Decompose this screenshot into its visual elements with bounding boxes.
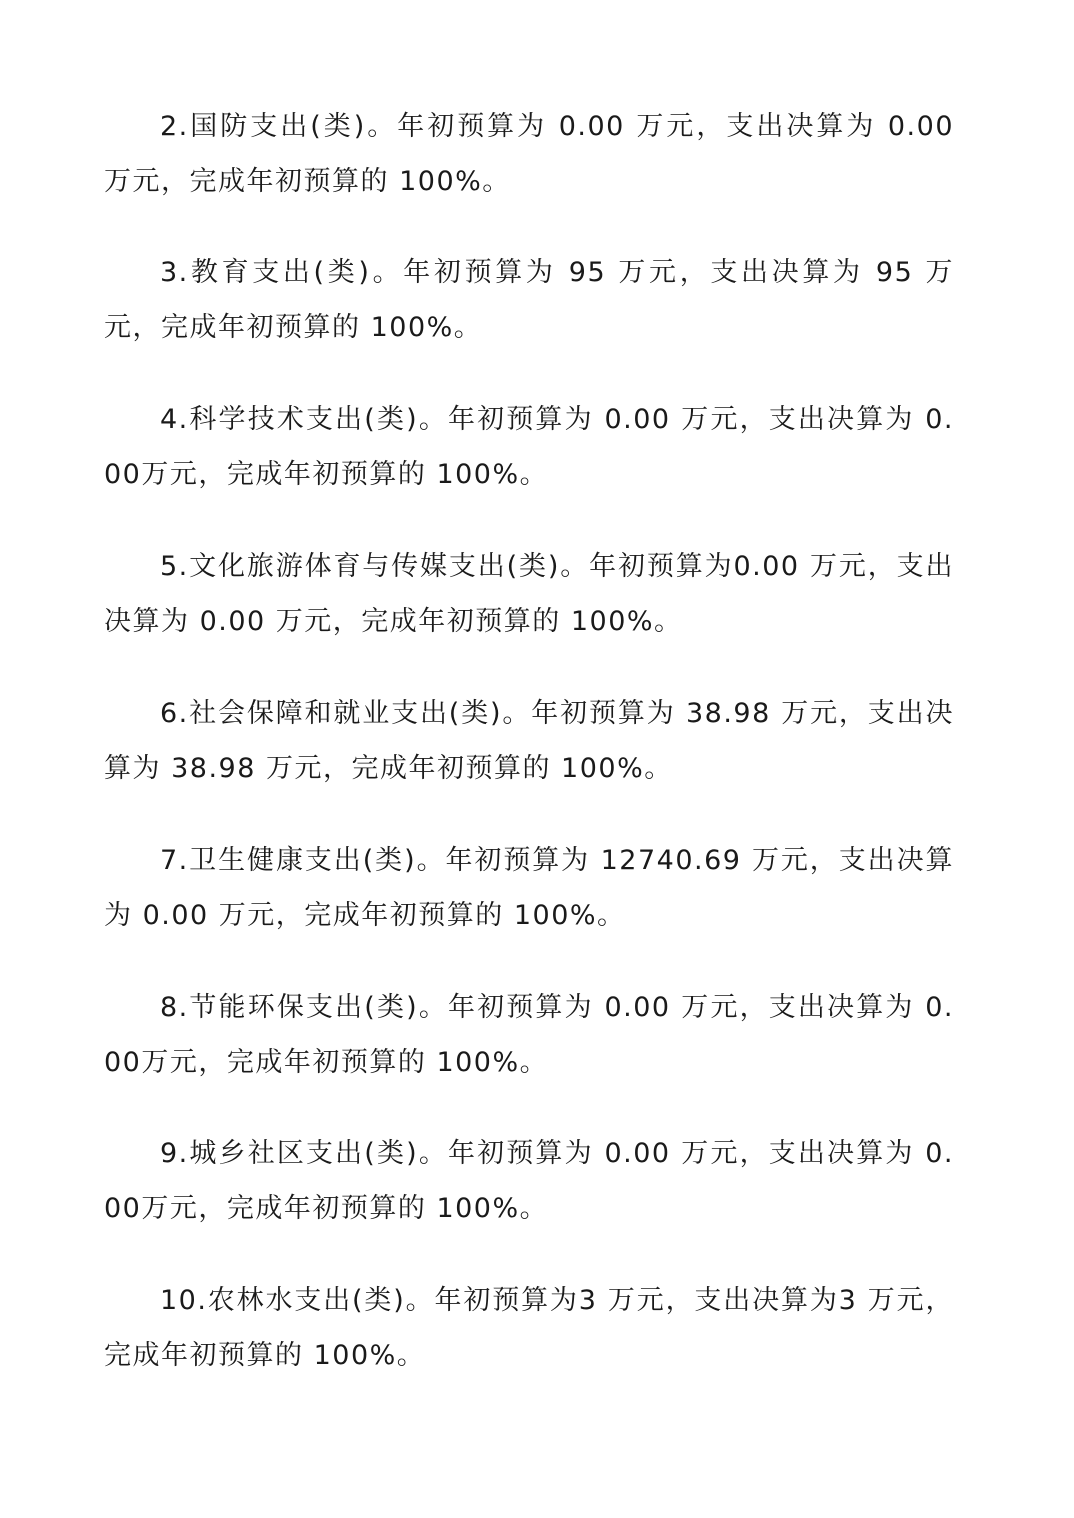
paragraph-social-security-employment-expenditure: 6.社会保障和就业支出(类)。年初预算为 38.98 万元，支出决算为 38.98 万元，完成年初预算的 100%。 <box>104 698 954 784</box>
paragraph-culture-tourism-sports-media-expenditure: 5.文化旅游体育与传媒支出(类)。年初预算为0.00 万元，支出决算为 0.00 万元，完成年初预算的 100%。 <box>104 551 954 637</box>
paragraph-energy-environment-expenditure: 8.节能环保支出(类)。年初预算为 0.00 万元，支出决算为 0.00万元，完成年初预算的 100%。 <box>104 992 954 1078</box>
paragraph-science-technology-expenditure: 4.科学技术支出(类)。年初预算为 0.00 万元，支出决算为 0.00万元，完成年初预算的 100%。 <box>104 404 954 490</box>
paragraph-agriculture-forestry-water-expenditure: 10.农林水支出(类)。年初预算为3 万元，支出决算为3 万元，完成年初预算的 100%。 <box>104 1285 954 1371</box>
paragraph-health-expenditure: 7.卫生健康支出(类)。年初预算为 12740.69 万元，支出决算为 0.00 万元，完成年初预算的 100%。 <box>104 845 954 931</box>
paragraph-education-expenditure: 3.教育支出(类)。年初预算为 95 万元，支出决算为 95 万元，完成年初预算的 100%。 <box>104 257 954 343</box>
paragraph-defense-expenditure: 2.国防支出(类)。年初预算为 0.00 万元，支出决算为 0.00 万元，完成年初预算的 100%。 <box>104 111 954 197</box>
paragraph-urban-rural-community-expenditure: 9.城乡社区支出(类)。年初预算为 0.00 万元，支出决算为 0.00万元，完成年初预算的 100%。 <box>104 1138 954 1224</box>
